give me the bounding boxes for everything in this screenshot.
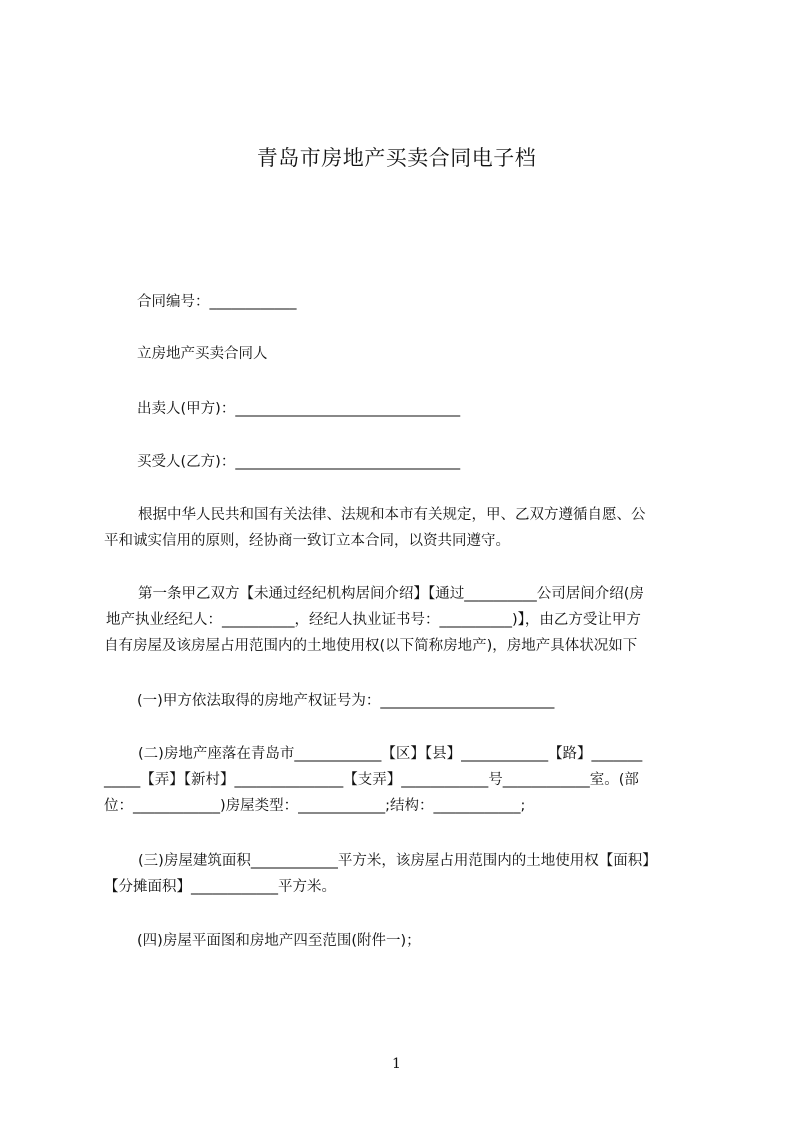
page-number: 1 <box>392 1056 401 1072</box>
article-1-line: 自有房屋及该房屋占用范围内的土地使用权(以下简称房地产)，房地产具体状况如下 <box>104 638 638 654</box>
parties-heading: 立房地产买卖合同人 <box>137 346 268 362</box>
preamble-paragraph <box>104 502 710 554</box>
item-2-paragraph <box>104 741 710 819</box>
preamble-line: 平和诚实信用的原则，经协商一致订立本合同，以资共同遵守。 <box>104 533 510 549</box>
document-title: 青岛市房地产买卖合同电子档 <box>256 146 537 170</box>
item-2-line: 位：____________)房屋类型：____________;结构：____________; <box>104 798 526 814</box>
item-2-line: _____【弄】【新村】_______________【支弄】____________号____________室。(部 <box>104 772 639 788</box>
item-2-line: (二)房地产座落在青岛市____________【区】【县】____________【路】_______ <box>138 746 643 762</box>
item-3-line: 【分摊面积】____________平方米。 <box>104 879 336 895</box>
contract-number-line: 合同编号：____________ <box>137 294 297 310</box>
item-3-line: (三)房屋建筑面积____________平方米，该房屋占用范围内的土地使用权【面积】 <box>138 853 657 869</box>
item-1-line: (一)甲方依法取得的房地产权证号为：________________________ <box>137 693 555 709</box>
buyer-line: 买受人(乙方)：_______________________________ <box>137 454 461 470</box>
article-1-line: 地产执业经纪人：__________，经纪人执业证书号：__________)】，由乙方受让甲方 <box>106 612 641 628</box>
item-4-line: (四)房屋平面图和房地产四至范围(附件一)； <box>137 933 421 949</box>
seller-line: 出卖人(甲方)：_______________________________ <box>137 401 461 417</box>
preamble-line: 根据中华人民共和国有关法律、法规和本市有关规定，甲、乙双方遵循自愿、公 <box>138 507 646 523</box>
article-1-line: 第一条甲乙双方【未通过经纪机构居间介绍】【通过__________公司居间介绍(房 <box>138 586 644 602</box>
article-1-paragraph <box>104 581 710 659</box>
item-3-paragraph <box>104 848 710 900</box>
